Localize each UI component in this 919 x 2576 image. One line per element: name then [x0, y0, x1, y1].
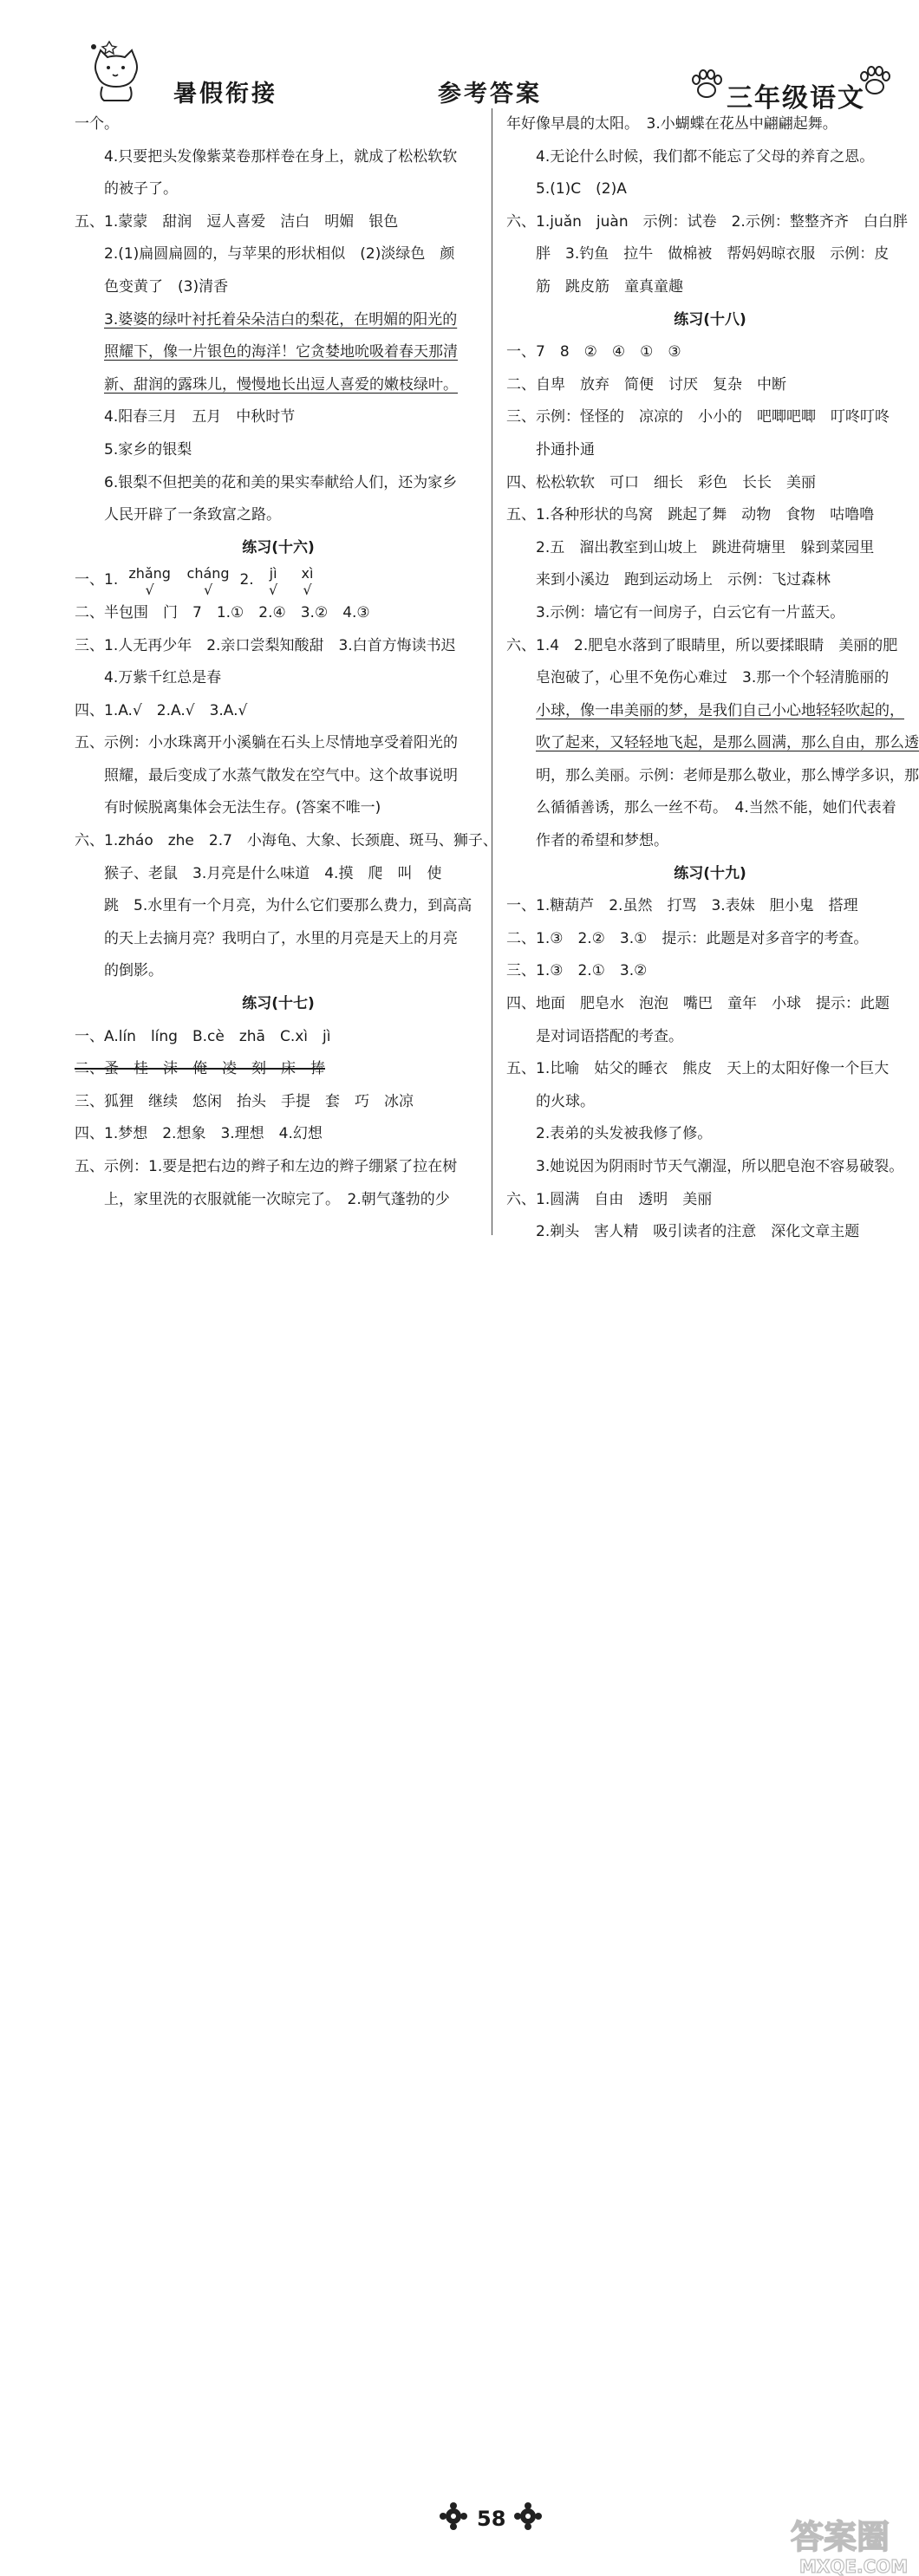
- answer-line: 4.只要把头发像紫菜卷那样卷在身上，就成了松松软软: [104, 147, 458, 166]
- answer-line: 扑通扑通: [536, 440, 595, 459]
- section-title: 练习(十九): [674, 864, 746, 882]
- answer-line: 三、狐狸 继续 悠闲 抬头 手提 套 巧 冰凉: [75, 1092, 414, 1110]
- answer-line: 3.示例：墙它有一间房子，白云它有一片蓝天。: [536, 603, 845, 621]
- answer-line: 一、A.lín líng B.cè zhā C.xì jì: [75, 1027, 331, 1045]
- answer-line: 有时候脱离集体会无法生存。(答案不唯一): [104, 799, 381, 817]
- answer-line: 3.婆婆的绿叶衬托着朵朵洁白的梨花，在明媚的阳光的: [104, 310, 458, 329]
- right-column: [506, 108, 919, 1249]
- answer-line: 三、示例：怪怪的 凉凉的 小小的 吧唧吧唧 叮咚叮咚: [506, 408, 890, 426]
- answer-line: 六、1.juǎn juàn 示例：试卷 2.示例：整整齐齐 白白胖: [506, 212, 908, 231]
- answer-line: 二、蚤 桂 沫 俺 凌 刻 床 捧: [75, 1060, 325, 1078]
- answer-line: 五、示例：1.要是把右边的辫子和左边的辫子绷紧了拉在树: [75, 1158, 458, 1175]
- pinyin-mid: 2.: [239, 571, 254, 589]
- section-title: 练习(十六): [242, 538, 315, 556]
- answer-line: 六、1.圆满 自由 透明 美丽: [506, 1190, 713, 1208]
- answer-line: 胖 3.钓鱼 拉牛 做棉被 帮妈妈晾衣服 示例：皮: [536, 245, 890, 263]
- svg-text:MXQE.COM: MXQE.COM: [799, 2556, 909, 2576]
- pinyin-item: xì √: [301, 564, 314, 598]
- answer-line: 5.家乡的银梨: [104, 440, 192, 459]
- answer-line: 作者的希望和梦想。: [536, 832, 668, 850]
- answer-line: 的倒影。: [104, 962, 163, 980]
- page-header: [0, 0, 919, 114]
- answer-line: 新、甜润的露珠儿，慢慢地长出逗人喜爱的嫩枝绿叶。: [104, 375, 458, 394]
- page-number: 58: [477, 2507, 506, 2531]
- answer-line: 4.阳春三月 五月 中秋时节: [104, 408, 296, 426]
- answer-line: 是对词语搭配的考查。: [536, 1027, 683, 1045]
- answer-line: 六、1.zháo zhe 2.7 小海龟、大象、长颈鹿、斑马、狮子、: [75, 832, 498, 850]
- answer-line: 一、7 8 ② ④ ① ③: [506, 343, 681, 361]
- answer-line: 5.(1)C (2)A: [536, 180, 627, 198]
- answer-line: 2.五 溜出教室到山坡上 跳进荷塘里 躲到菜园里: [536, 538, 875, 556]
- header-center-title: 参考答案: [438, 81, 542, 107]
- answer-line: 一、1.糖葫芦 2.虽然 打骂 3.表妹 胆小鬼 搭理: [506, 897, 858, 915]
- answer-line: 筋 跳皮筋 童真童趣: [536, 277, 683, 296]
- answer-line: 色变黄了 (3)清香: [104, 277, 229, 296]
- pinyin-item: cháng √: [186, 564, 230, 598]
- answer-line: 六、1.4 2.肥皂水落到了眼睛里，所以要揉眼睛 美丽的肥: [506, 636, 898, 654]
- flower-ornament-icon: [439, 2501, 468, 2531]
- answer-line: 二、自卑 放弃 简便 讨厌 复杂 中断: [506, 375, 786, 394]
- svg-text:答案圈: 答案圈: [791, 2518, 890, 2556]
- pinyin-answer-line: [75, 564, 482, 597]
- answer-line: 小球，像一串美丽的梦，是我们自己小心地轻轻吹起的，: [536, 701, 904, 719]
- section-title: 练习(十八): [674, 310, 746, 329]
- answer-line: 五、1.蒙蒙 甜润 逗人喜爱 洁白 明媚 银色: [75, 212, 399, 231]
- answer-line: 6.银梨不但把美的花和美的果实奉献给人们，还为家乡: [104, 473, 458, 491]
- answer-line: 的被子了。: [104, 180, 178, 198]
- answer-line: 么循循善诱，那么一丝不苟。 4.当然不能，她们代表着: [536, 799, 896, 817]
- answer-line: 二、半包围 门 7 1.① 2.④ 3.② 4.③: [75, 603, 370, 621]
- answer-line: 四、松松软软 可口 细长 彩色 长长 美丽: [506, 473, 816, 491]
- answer-line: 照耀，最后变成了水蒸气散发在空气中。这个故事说明: [104, 766, 458, 784]
- answer-line: 二、1.③ 2.② 3.① 提示：此题是对多音字的考查。: [506, 929, 869, 947]
- answer-line: 明，那么美丽。示例：老师是那么敬业，那么博学多识，那: [536, 766, 919, 784]
- answer-line: 上，家里洗的衣服就能一次晾完了。 2.朝气蓬勃的少: [104, 1190, 450, 1208]
- answer-line: 照耀下，像一片银色的海洋！它贪婪地吮吸着春天那清: [104, 343, 458, 361]
- answer-line: 三、1.人无再少年 2.亲口尝梨知酸甜 3.白首方悔读书迟: [75, 636, 456, 654]
- answer-line: 的天上去摘月亮？我明白了，水里的月亮是天上的月亮: [104, 929, 458, 947]
- answer-line: 跳 5.水里有一个月亮，为什么它们要那么费力，到高高: [104, 897, 473, 915]
- answer-line: 四、1.A.√ 2.A.√ 3.A.√: [75, 701, 248, 719]
- answer-line: 2.剃头 害人精 吸引读者的注意 深化文章主题: [536, 1223, 860, 1241]
- section-title: 练习(十七): [242, 995, 315, 1013]
- answer-line: 五、1.比喻 姑父的睡衣 熊皮 天上的太阳好像一个巨大: [506, 1060, 890, 1078]
- pinyin-item: jì √: [268, 564, 278, 598]
- header-left-title: 暑假衔接: [173, 81, 277, 107]
- answer-line: 人民开辟了一条致富之路。: [104, 506, 281, 524]
- answer-line: 一个。: [75, 115, 119, 133]
- answer-line: 四、1.梦想 2.想象 3.理想 4.幻想: [75, 1125, 323, 1143]
- answer-line: 五、示例：小水珠离开小溪躺在石头上尽情地享受着阳光的: [75, 734, 458, 752]
- paw-icon: [690, 69, 723, 101]
- paw-icon: [858, 66, 891, 97]
- answer-line: 4.无论什么时候，我们都不能忘了父母的养育之恩。: [536, 147, 875, 166]
- answer-line: 2.表弟的头发被我修了修。: [536, 1125, 713, 1143]
- answer-line: 五、1.各种形状的鸟窝 跳起了舞 动物 食物 咕噜噜: [506, 506, 875, 524]
- pinyin-item: zhǎng √: [128, 564, 171, 598]
- cat-icon: [80, 40, 147, 102]
- answer-line: 来到小溪边 跑到运动场上 示例：飞过森林: [536, 571, 831, 589]
- watermark-logo: [787, 2512, 917, 2576]
- answer-line: 吹了起来，又轻轻地飞起，是那么圆满，那么自由，那么透: [536, 734, 919, 752]
- left-column: [75, 108, 498, 1216]
- page-footer: [0, 1248, 919, 2576]
- answer-line: 年好像早晨的太阳。 3.小蝴蝶在花丛中翩翩起舞。: [506, 115, 838, 133]
- answer-line: 4.万紫千红总是春: [104, 669, 222, 687]
- pinyin-prefix: 一、1.: [75, 571, 119, 589]
- answer-line: 的火球。: [536, 1092, 595, 1110]
- answer-line: 2.(1)扁圆扁圆的，与苹果的形状相似 (2)淡绿色 颜: [104, 245, 455, 263]
- answer-line: 猴子、老鼠 3.月亮是什么味道 4.摸 爬 叫 使: [104, 864, 442, 882]
- flower-ornament-icon: [513, 2501, 543, 2531]
- header-right-title: 三年级语文: [727, 83, 865, 114]
- answer-line: 四、地面 肥皂水 泡泡 嘴巴 童年 小球 提示：此题: [506, 995, 890, 1013]
- answer-line: 3.她说因为阴雨时节天气潮湿，所以肥皂泡不容易破裂。: [536, 1158, 904, 1175]
- answer-line: 三、1.③ 2.① 3.②: [506, 962, 648, 980]
- answer-line: 皂泡破了，心里不免伤心难过 3.那一个个轻清脆丽的: [536, 669, 890, 687]
